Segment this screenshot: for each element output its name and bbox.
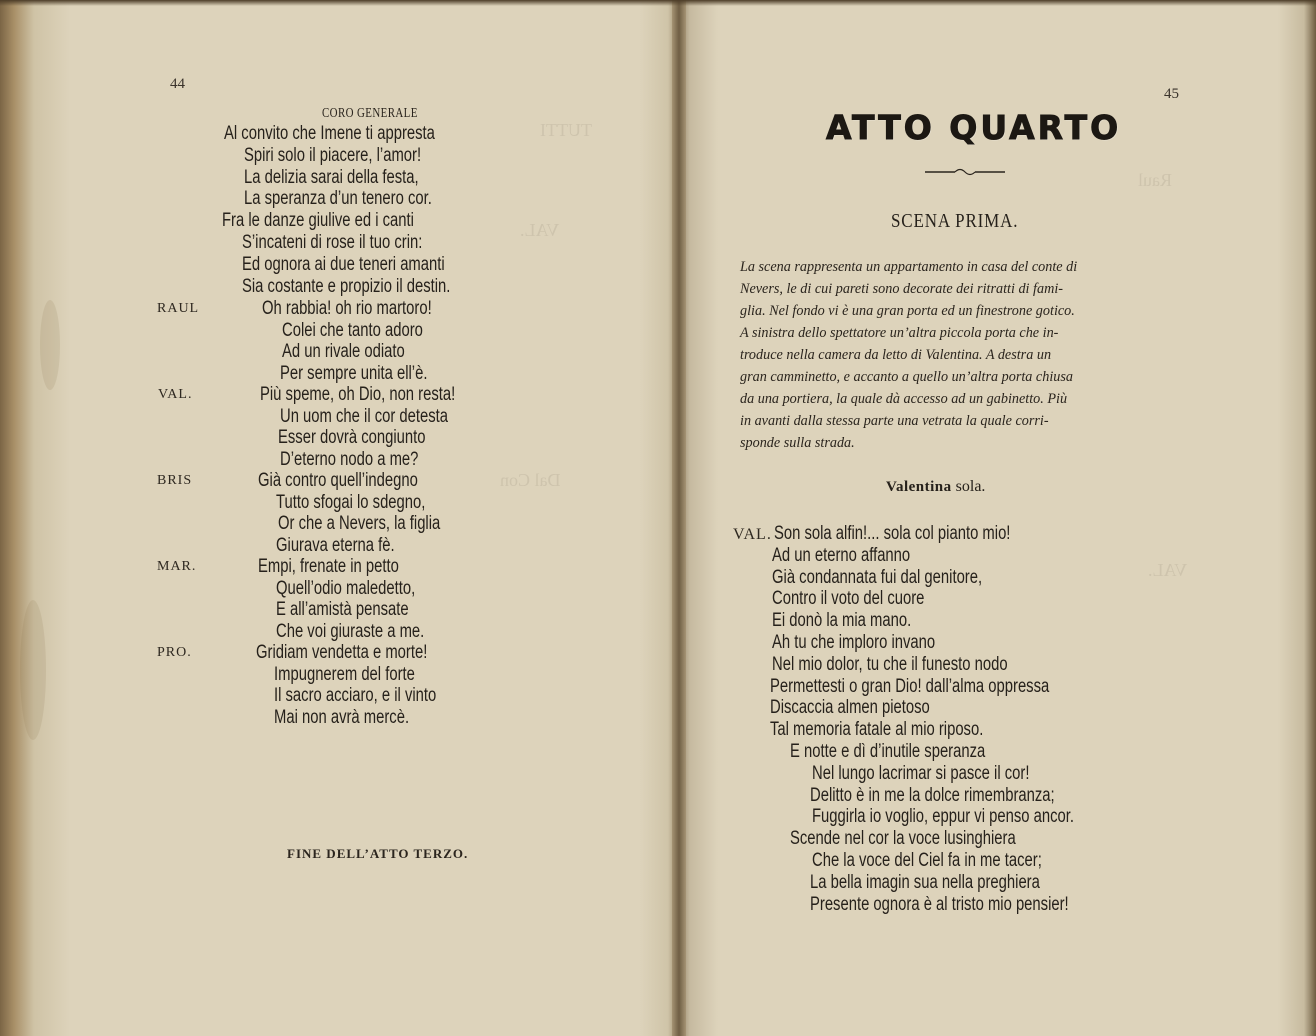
- verse-line: Spiri solo il piacere, l’amor!: [244, 144, 422, 166]
- verse-line: Tal memoria fatale al mio riposo.: [770, 719, 984, 741]
- verse-line: Delitto è in me la dolce rimembranza;: [810, 784, 1055, 806]
- verse-line: Nel mio dolor, tu che il funesto nodo: [772, 653, 1008, 675]
- verse-line: Mai non avrà mercè.: [274, 706, 410, 728]
- title-ornament: [925, 166, 1005, 178]
- verse-line: Già condannata fui dal genitore,: [772, 566, 983, 588]
- show-through-text: VAL.: [520, 220, 560, 240]
- page-top-edge: [0, 0, 1316, 6]
- verse-line: Scende nel cor la voce lusinghiera: [790, 828, 1016, 850]
- verse-line: Oh rabbia! oh rio martoro!: [262, 298, 432, 319]
- verse-line: Ad un eterno affanno: [772, 544, 911, 566]
- verse-line: Che voi giuraste a me.: [276, 620, 425, 642]
- verse-line: Esser dovrà congiunto: [278, 427, 426, 448]
- verse-line: Ed ognora ai due teneri amanti: [242, 253, 445, 275]
- character-note: sola.: [955, 478, 986, 495]
- scene-title: SCENA PRIMA.: [891, 210, 1019, 232]
- character-name: Valentina: [886, 479, 952, 495]
- end-of-act-note: FINE DELL’ATTO TERZO.: [287, 846, 469, 861]
- stage-direction-line: gran camminetto, e accanto a quello un’altra porta chiusa: [740, 369, 1073, 385]
- verse-line: Impugnerem del forte: [274, 663, 415, 685]
- act-title: ATTO QUARTO: [826, 108, 1122, 147]
- verse-line: Colei che tanto adoro: [282, 319, 423, 341]
- verse-line: Ad un rivale odiato: [282, 341, 405, 362]
- verse-line: La delizia sarai della festa,: [244, 166, 419, 188]
- speaker-label: VAL.: [158, 387, 193, 402]
- verse-line: Quell’odio maledetto,: [276, 577, 416, 599]
- verse-line: Giurava eterna fè.: [276, 534, 395, 556]
- verse-line: Empi, frenate in petto: [258, 556, 399, 577]
- verse-line: Fra le danze giulive ed i canti: [222, 210, 414, 232]
- stage-direction-line: da una portiera, la quale dà accesso ad un gabinetto. Più: [740, 391, 1068, 407]
- page-stain: [20, 600, 46, 740]
- verse-line: Contro il voto del cuore: [772, 588, 925, 610]
- verse-line: Son sola alfin!... sola col pianto mio!: [774, 523, 1011, 544]
- stage-direction: [740, 256, 1192, 454]
- stage-direction-line: troduce nella camera da letto di Valentina. A destra un: [740, 347, 1052, 363]
- show-through-text: VAL.: [1148, 560, 1188, 580]
- verse-line: Discaccia almen pietoso: [770, 697, 930, 719]
- verse-line: La speranza d’un tenero cor.: [244, 188, 432, 210]
- verse-line: E all’amistà pensate: [276, 599, 409, 620]
- page-number: 44: [170, 76, 185, 92]
- book-gutter: [672, 0, 686, 1036]
- verse-line: Il sacro acciaro, e il vinto: [274, 685, 437, 706]
- show-through-text: TUTTI: [540, 120, 592, 140]
- show-through-text: Dal Con: [500, 470, 561, 490]
- verse-line: Sia costante e propizio il destin.: [242, 275, 451, 297]
- stage-direction-line: sponde sulla strada.: [740, 435, 855, 451]
- verse-line: S’incateni di rose il tuo crin:: [242, 232, 423, 253]
- verse-line: Ah tu che imploro invano: [772, 632, 936, 653]
- stage-direction-line: A sinistra dello spettatore un’altra piccola porta che in-: [740, 325, 1059, 341]
- speaker-label: PRO.: [157, 645, 192, 660]
- stage-direction-line: in avanti dalla stessa parte una vetrata la quale corri-: [740, 413, 1049, 429]
- verse-line: La bella imagin sua nella preghiera: [810, 871, 1040, 893]
- verse-line: Più speme, oh Dio, non resta!: [260, 384, 456, 405]
- character-heading: [886, 478, 985, 496]
- verse-line: Nel lungo lacrimar si pasce il cor!: [812, 762, 1030, 784]
- verse-line: E notte e dì d’inutile speranza: [790, 741, 986, 762]
- section-heading: CORO GENERALE: [322, 106, 418, 121]
- verse-line: Presente ognora è al tristo mio pensier!: [810, 893, 1069, 915]
- verse-line: Per sempre unita ell’è.: [280, 362, 428, 384]
- verse-line: Permettesti o gran Dio! dall’alma oppressa: [770, 675, 1050, 697]
- verse-line: Un uom che il cor detesta: [280, 405, 449, 427]
- verse-line: Fuggirla io voglio, eppur vi penso ancor.: [812, 806, 1074, 828]
- verse-line: Or che a Nevers, la figlia: [278, 513, 441, 534]
- verse-line: Che la voce del Ciel fa in me tacer;: [812, 850, 1042, 871]
- stage-direction-line: Nevers, le di cui pareti sono decorate dei ritratti di fami-: [740, 281, 1063, 297]
- page-stain: [40, 300, 60, 390]
- page-number: 45: [1164, 86, 1179, 102]
- stage-direction-line: La scena rappresenta un appartamento in casa del conte di: [740, 259, 1078, 275]
- verse-line: D’eterno nodo a me?: [280, 448, 419, 470]
- speaker-label: RAUL: [157, 301, 200, 316]
- verse-line: Gridiam vendetta e morte!: [256, 642, 428, 663]
- speaker-label: VAL.: [733, 526, 772, 543]
- verse-line: Tutto sfogai lo sdegno,: [276, 491, 426, 513]
- speaker-label: MAR.: [157, 559, 197, 574]
- verse-line: Al convito che Imene ti appresta: [224, 123, 435, 144]
- verse-line: Già contro quell’indegno: [258, 470, 418, 491]
- verse-line: Ei donò la mia mano.: [772, 610, 912, 632]
- stage-direction-line: glia. Nel fondo vi è una gran porta ed un finestrone gotico.: [740, 303, 1075, 319]
- speaker-label: BRIS: [157, 473, 193, 488]
- show-through-text: Raul: [1138, 170, 1172, 190]
